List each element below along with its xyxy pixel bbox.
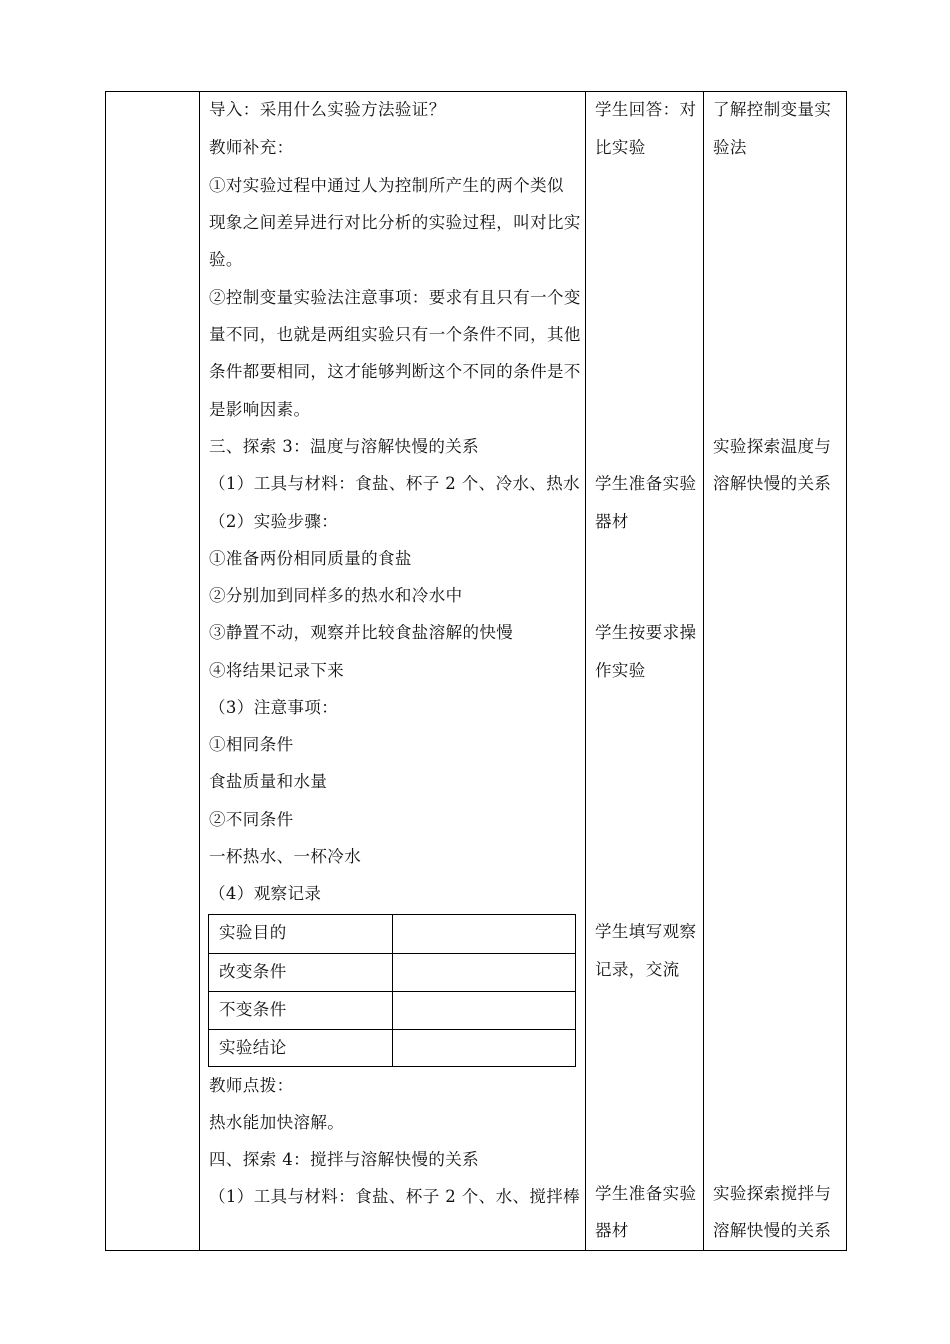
content-line: ③静置不动，观察并比较食盐溶解的快慢	[209, 623, 514, 642]
observation-label: 不变条件	[219, 1000, 287, 1019]
observation-label: 改变条件	[219, 962, 287, 981]
purpose-text: 实验探索温度与	[713, 437, 832, 456]
purpose-text: 溶解快慢的关系	[713, 1221, 832, 1240]
observation-record-table	[208, 914, 576, 1067]
table-divider-3	[703, 91, 704, 1251]
student-activity-text: 学生回答：对	[595, 100, 697, 119]
observation-label: 实验目的	[219, 923, 287, 942]
table-divider-2	[585, 91, 586, 1251]
content-line: ②控制变量实验法注意事项：要求有且只有一个变	[209, 288, 581, 307]
content-line: （1）工具与材料：食盐、杯子 2 个、水、搅拌棒	[209, 1187, 581, 1206]
observation-row	[209, 953, 575, 991]
content-line: ②分别加到同样多的热水和冷水中	[209, 586, 463, 605]
observation-row	[209, 915, 575, 953]
content-line: 量不同，也就是两组实验只有一个条件不同，其他	[209, 325, 581, 344]
content-line: （4）观察记录	[209, 884, 322, 903]
content-line: ①相同条件	[209, 735, 294, 754]
content-line: 条件都要相同，这才能够判断这个不同的条件是不	[209, 362, 581, 381]
student-activity-text: 作实验	[595, 661, 646, 680]
content-line: （2）实验步骤：	[209, 512, 339, 531]
purpose-text: 验法	[713, 138, 747, 157]
student-activity-text: 学生准备实验	[595, 1184, 697, 1203]
content-line: 教师补充：	[209, 138, 294, 157]
observation-label: 实验结论	[219, 1038, 287, 1057]
section-heading: 四、探索 4：搅拌与溶解快慢的关系	[209, 1150, 480, 1169]
purpose-text: 实验探索搅拌与	[713, 1184, 832, 1203]
content-line: 现象之间差异进行对比分析的实验过程，叫对比实	[209, 213, 581, 232]
content-line: （3）注意事项：	[209, 698, 339, 717]
student-activity-text: 器材	[595, 512, 629, 531]
student-activity-text: 学生填写观察	[595, 922, 697, 941]
content-line: 热水能加快溶解。	[209, 1113, 345, 1132]
student-activity-text: 记录，交流	[595, 960, 680, 979]
content-line: ④将结果记录下来	[209, 661, 345, 680]
student-activity-text: 器材	[595, 1221, 629, 1240]
student-activity-text: 学生准备实验	[595, 474, 697, 493]
content-line: ①对实验过程中通过人为控制所产生的两个类似	[209, 176, 564, 195]
content-line: 导入：采用什么实验方法验证？	[209, 100, 446, 119]
content-line: 一杯热水、一杯冷水	[209, 847, 362, 866]
observation-row	[209, 991, 575, 1029]
purpose-text: 溶解快慢的关系	[713, 474, 832, 493]
purpose-text: 了解控制变量实	[713, 100, 832, 119]
content-line: 食盐质量和水量	[209, 772, 328, 791]
table-divider-1	[199, 91, 200, 1251]
student-activity-text: 学生按要求操	[595, 623, 697, 642]
content-line: 验。	[209, 250, 243, 269]
student-activity-text: 比实验	[595, 138, 646, 157]
content-line: （1）工具与材料：食盐、杯子 2 个、冷水、热水	[209, 474, 581, 493]
section-heading: 三、探索 3：温度与溶解快慢的关系	[209, 437, 480, 456]
content-line: ①准备两份相同质量的食盐	[209, 549, 412, 568]
content-line: 是影响因素。	[209, 400, 311, 419]
content-line: ②不同条件	[209, 810, 294, 829]
content-line: 教师点拨：	[209, 1076, 294, 1095]
observation-row	[209, 1029, 575, 1067]
